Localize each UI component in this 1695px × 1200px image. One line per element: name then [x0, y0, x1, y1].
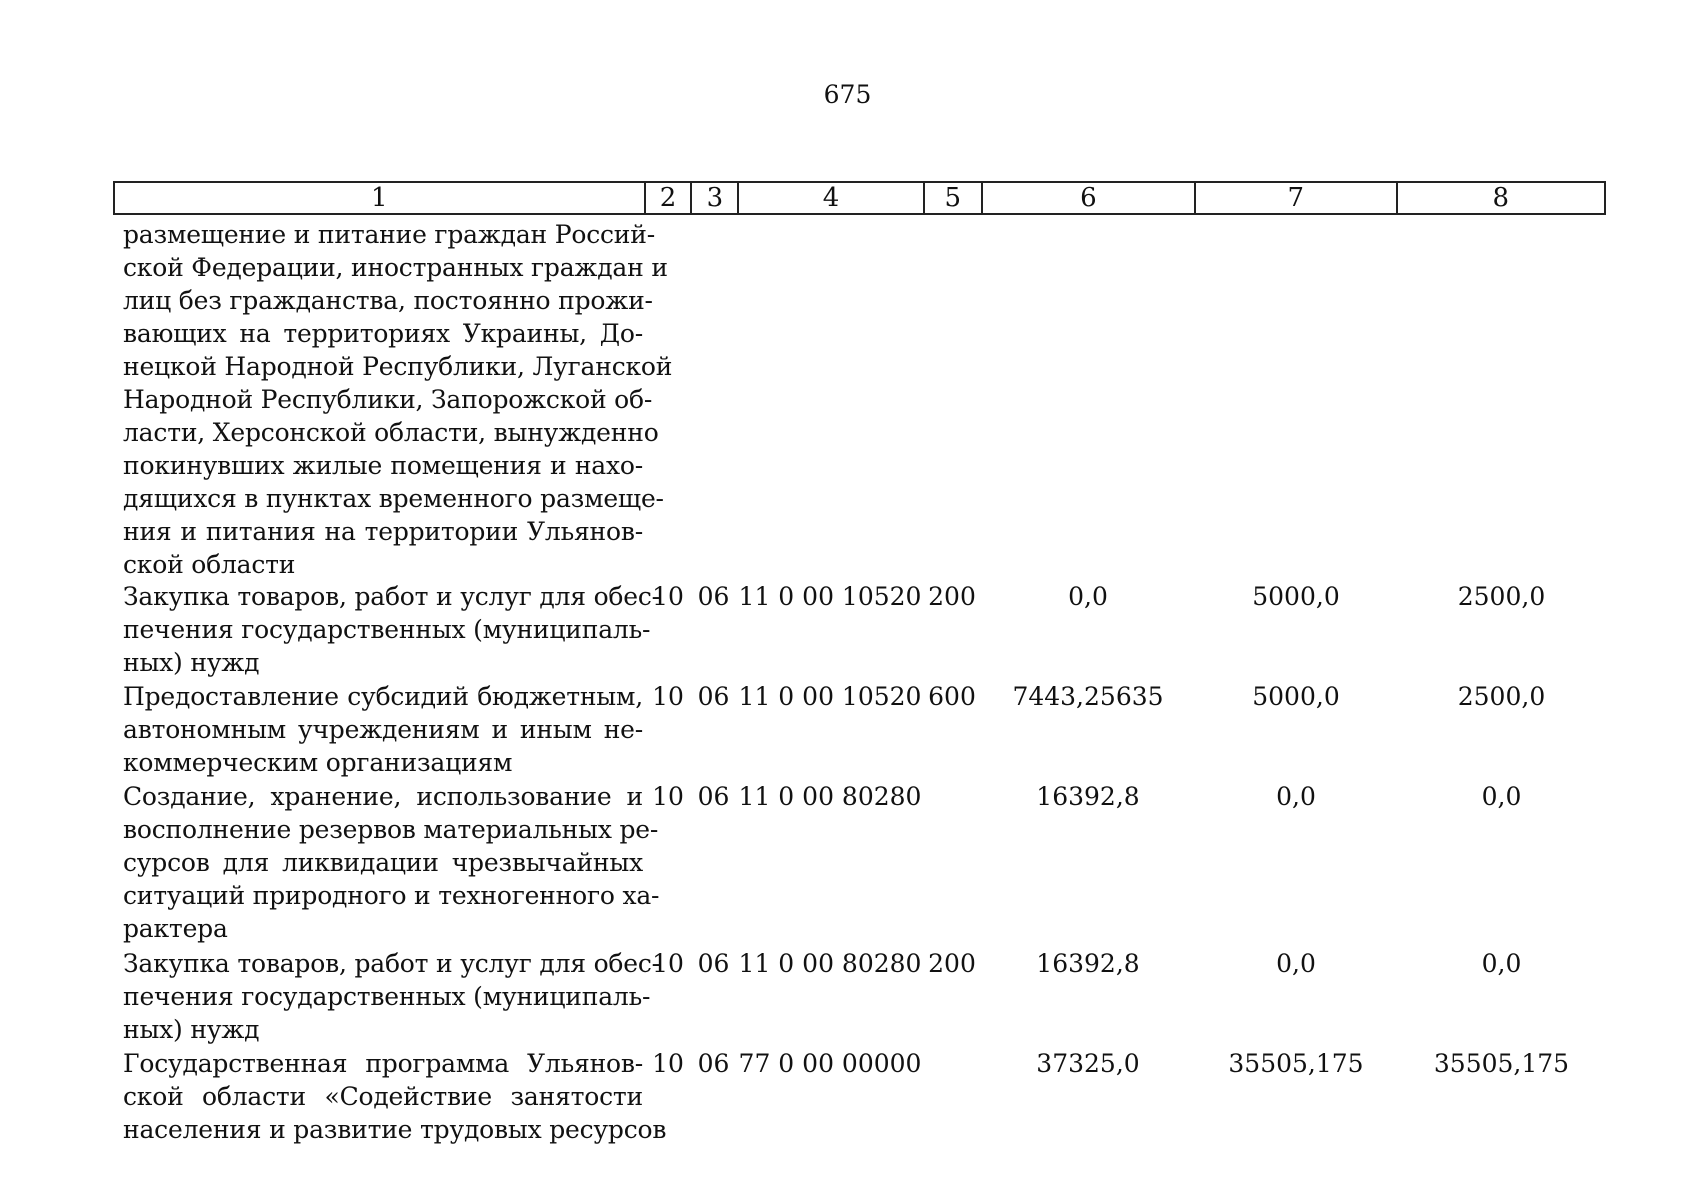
cell-col-7: 0,0 — [1276, 782, 1316, 811]
cell-col-6: 16392,8 — [1036, 949, 1140, 978]
cell-col-8: 2500,0 — [1457, 682, 1546, 711]
column-header-2: 2 — [646, 183, 693, 213]
cell-col-3: 06 — [697, 682, 730, 711]
cell-col-3: 06 — [697, 582, 730, 611]
table-header — [113, 181, 1606, 215]
description-line: Закупка товаров, работ и услуг для обес- — [123, 582, 660, 611]
description-line: населения и развитие трудовых ресурсов — [123, 1115, 667, 1144]
column-header-1: 1 — [115, 183, 646, 213]
cell-col-6: 0,0 — [1068, 582, 1108, 611]
cell-col-8: 0,0 — [1481, 782, 1522, 811]
description-line: ситуаций природного и техногенного ха- — [123, 881, 660, 910]
cell-col-4: 11 0 00 10520 — [738, 682, 922, 711]
description-line: ской области «Содействие занятости — [123, 1082, 643, 1111]
cell-col-2: 10 — [652, 782, 684, 811]
row-description — [123, 1047, 667, 1146]
description-line: нецкой Народной Республики, Луганской — [123, 352, 673, 381]
description-line: ных) нужд — [123, 648, 260, 677]
cell-col-5: 200 — [928, 582, 976, 611]
description-line: сурсов для ликвидации чрезвычайных — [123, 848, 643, 877]
cell-col-8: 35505,175 — [1433, 1049, 1570, 1078]
description-line: Предоставление субсидий бюджетным, — [123, 682, 643, 711]
description-line: ния и питания на территории Ульянов- — [123, 517, 643, 546]
description-line: ской Федерации, иностранных граждан и — [123, 253, 668, 282]
cell-col-7: 35505,175 — [1228, 1049, 1364, 1078]
description-line: коммерческим организациям — [123, 748, 513, 777]
cell-col-6: 7443,25635 — [1012, 682, 1164, 711]
cell-col-5: 200 — [928, 949, 976, 978]
cell-col-8: 2500,0 — [1457, 582, 1546, 611]
column-header-7: 7 — [1196, 183, 1397, 213]
description-line: размещение и питание граждан Россий- — [123, 220, 655, 249]
description-line: рактера — [123, 914, 228, 943]
description-line: ской области — [123, 550, 296, 579]
row-description — [123, 580, 660, 679]
cell-col-5: 600 — [928, 682, 976, 711]
cell-col-7: 5000,0 — [1252, 682, 1340, 711]
cell-col-4: 11 0 00 80280 — [738, 782, 922, 811]
column-header-8: 8 — [1492, 183, 1510, 213]
description-line: лиц без гражданства, постоянно прожи- — [123, 286, 653, 315]
row-description — [123, 947, 660, 1046]
cell-col-3: 06 — [697, 782, 730, 811]
column-header-4: 4 — [739, 183, 925, 213]
row-description — [123, 218, 673, 581]
column-header-3: 3 — [692, 183, 739, 213]
description-line: Государственная программа Ульянов- — [123, 1049, 643, 1078]
cell-col-2: 10 — [652, 582, 684, 611]
description-line: ных) нужд — [123, 1015, 260, 1044]
cell-col-2: 10 — [652, 1049, 684, 1078]
description-line: дящихся в пунктах временного размеще- — [123, 484, 664, 513]
description-line: Создание, хранение, использование и — [123, 782, 643, 811]
description-line: ласти, Херсонской области, вынужденно — [123, 418, 659, 447]
cell-col-2: 10 — [652, 949, 684, 978]
cell-col-4: 11 0 00 80280 — [738, 949, 922, 978]
cell-col-7: 5000,0 — [1252, 582, 1340, 611]
description-line: восполнение резервов материальных ре- — [123, 815, 659, 844]
cell-col-6: 16392,8 — [1036, 782, 1140, 811]
description-line: Народной Республики, Запорожской об- — [123, 385, 653, 414]
description-line: печения государственных (муниципаль- — [123, 615, 651, 644]
cell-col-6: 37325,0 — [1036, 1049, 1140, 1078]
row-description — [123, 680, 643, 779]
column-header-6: 6 — [983, 183, 1196, 213]
description-line: автономным учреждениям и иным не- — [123, 715, 643, 744]
cell-col-8: 0,0 — [1481, 949, 1522, 978]
cell-col-2: 10 — [652, 682, 684, 711]
column-header-5: 5 — [925, 183, 983, 213]
description-line: покинувших жилые помещения и нахо- — [123, 451, 643, 480]
cell-col-3: 06 — [697, 1049, 730, 1078]
cell-col-7: 0,0 — [1276, 949, 1316, 978]
row-description — [123, 780, 660, 945]
cell-col-4: 11 0 00 10520 — [738, 582, 922, 611]
page-number: 675 — [823, 80, 872, 109]
description-line: вающих на территориях Украины, До- — [123, 319, 643, 348]
description-line: печения государственных (муниципаль- — [123, 982, 651, 1011]
cell-col-4: 77 0 00 00000 — [738, 1049, 922, 1078]
description-line: Закупка товаров, работ и услуг для обес- — [123, 949, 660, 978]
cell-col-3: 06 — [697, 949, 730, 978]
